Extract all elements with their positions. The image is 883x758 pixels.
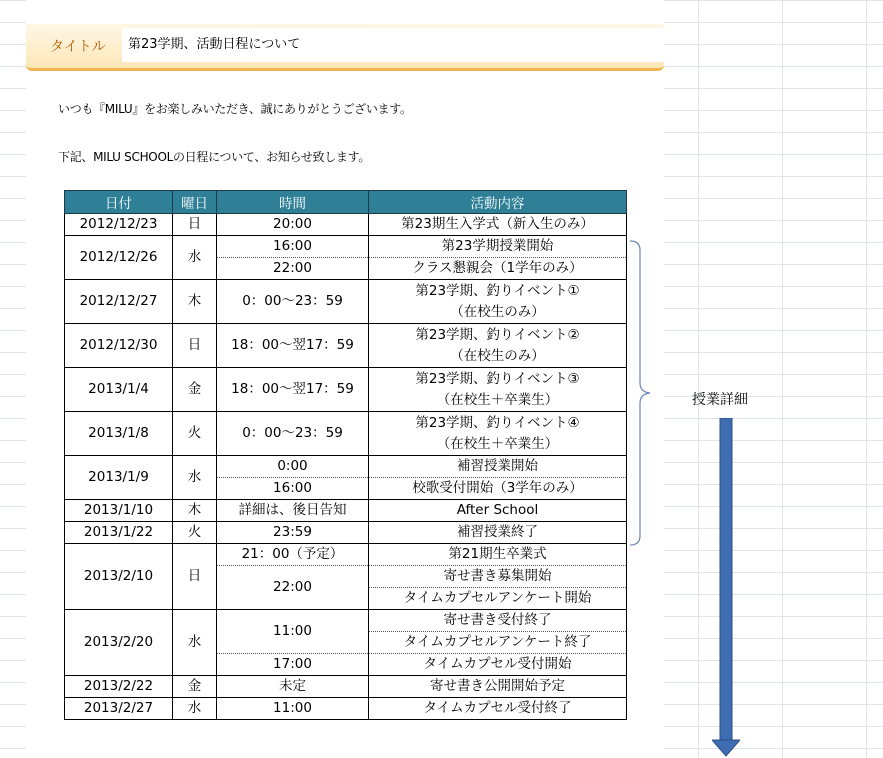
time-cell[interactable]: 22:00 (217, 566, 369, 610)
date-cell[interactable]: 2012/12/23 (65, 214, 173, 236)
intro-line-1: いつも『MILU』をお楽しみいただき、誠にありがとうございます。 (58, 102, 412, 116)
activity-line: 第23学期、釣りイベント② (415, 326, 580, 343)
activity-cell[interactable]: 寄せ書き公開開始予定 (369, 676, 627, 698)
activity-cell[interactable]: 補習授業開始 (369, 456, 627, 478)
activity-line: （在校生のみ） (450, 303, 545, 320)
activity-cell[interactable] (369, 412, 627, 456)
day-cell[interactable]: 火 (173, 412, 217, 456)
activity-cell[interactable]: タイムカプセルアンケート終了 (369, 632, 627, 654)
time-cell[interactable]: 11:00 (217, 698, 369, 720)
day-cell[interactable]: 水 (173, 610, 217, 676)
time-cell[interactable]: 18：00～翌17：59 (217, 368, 369, 412)
day-cell[interactable]: 木 (173, 500, 217, 522)
time-cell[interactable]: 18：00～翌17：59 (217, 324, 369, 368)
table-row (65, 324, 627, 368)
activity-cell[interactable] (369, 324, 627, 368)
time-cell[interactable]: 0：00～23：59 (217, 280, 369, 324)
time-cell[interactable]: 0:00 (217, 456, 369, 478)
time-cell[interactable]: 詳細は、後日告知 (217, 500, 369, 522)
activity-cell[interactable]: タイムカプセル受付終了 (369, 698, 627, 720)
day-cell[interactable]: 日 (173, 544, 217, 610)
date-cell[interactable]: 2013/1/9 (65, 456, 173, 500)
table-header-row (65, 191, 627, 214)
table-row (65, 368, 627, 412)
table-row (65, 522, 627, 544)
table-row (65, 698, 627, 720)
activity-line: 第23学期、釣りイベント① (415, 282, 580, 299)
time-cell[interactable]: 17:00 (217, 654, 369, 676)
activity-cell[interactable] (369, 368, 627, 412)
day-cell[interactable]: 水 (173, 698, 217, 720)
table-row (65, 214, 627, 236)
table-row (65, 544, 627, 566)
header-date[interactable]: 日付 (65, 191, 173, 214)
activity-cell[interactable]: 補習授業終了 (369, 522, 627, 544)
activity-cell[interactable]: After School (369, 500, 627, 522)
table-row (65, 610, 627, 632)
date-cell[interactable]: 2013/1/10 (65, 500, 173, 522)
schedule-table (64, 190, 627, 720)
table-row (65, 676, 627, 698)
date-cell[interactable]: 2012/12/27 (65, 280, 173, 324)
time-cell[interactable]: 16:00 (217, 236, 369, 258)
date-cell[interactable]: 2012/12/26 (65, 236, 173, 280)
table-row (65, 280, 627, 324)
time-cell[interactable]: 16:00 (217, 478, 369, 500)
date-cell[interactable]: 2013/2/22 (65, 676, 173, 698)
day-cell[interactable]: 木 (173, 280, 217, 324)
table-row (65, 236, 627, 258)
date-cell[interactable]: 2013/1/4 (65, 368, 173, 412)
activity-cell[interactable]: 寄せ書き募集開始 (369, 566, 627, 588)
header-activity[interactable]: 活動内容 (369, 191, 627, 214)
activity-line: （在校生＋卒業生） (436, 435, 559, 452)
activity-cell[interactable]: クラス懇親会（1学年のみ） (369, 258, 627, 280)
activity-cell[interactable]: タイムカプセルアンケート開始 (369, 588, 627, 610)
time-cell[interactable]: 0：00～23：59 (217, 412, 369, 456)
day-cell[interactable]: 日 (173, 214, 217, 236)
activity-cell[interactable]: 寄せ書き受付終了 (369, 610, 627, 632)
day-cell[interactable]: 金 (173, 676, 217, 698)
day-cell[interactable]: 水 (173, 236, 217, 280)
activity-cell[interactable]: 第23期生入学式（新入生のみ） (369, 214, 627, 236)
date-cell[interactable]: 2013/2/10 (65, 544, 173, 610)
activity-line: 第23学期、釣りイベント③ (415, 370, 580, 387)
activity-line: 第23学期、釣りイベント④ (415, 414, 580, 431)
down-arrow-icon[interactable] (712, 418, 740, 758)
date-cell[interactable]: 2013/2/20 (65, 610, 173, 676)
intro-line-2: 下記、MILU SCHOOLの日程について、お知らせ致します。 (58, 150, 371, 164)
header-day[interactable]: 曜日 (173, 191, 217, 214)
activity-cell[interactable]: 校歌受付開始（3学年のみ） (369, 478, 627, 500)
header-time[interactable]: 時間 (217, 191, 369, 214)
time-cell[interactable]: 未定 (217, 676, 369, 698)
date-cell[interactable]: 2012/12/30 (65, 324, 173, 368)
time-cell[interactable]: 22:00 (217, 258, 369, 280)
title-label: タイトル (50, 39, 106, 55)
activity-line: （在校生のみ） (450, 347, 545, 364)
date-cell[interactable]: 2013/2/27 (65, 698, 173, 720)
day-cell[interactable]: 金 (173, 368, 217, 412)
day-cell[interactable]: 火 (173, 522, 217, 544)
bracket-shape[interactable] (630, 240, 650, 546)
activity-cell[interactable]: タイムカプセル受付開始 (369, 654, 627, 676)
bracket-label[interactable]: 授業詳細 (692, 392, 748, 408)
time-cell[interactable]: 23:59 (217, 522, 369, 544)
time-cell[interactable]: 20:00 (217, 214, 369, 236)
day-cell[interactable]: 日 (173, 324, 217, 368)
time-cell[interactable]: 11:00 (217, 610, 369, 654)
date-cell[interactable]: 2013/1/22 (65, 522, 173, 544)
table-row (65, 412, 627, 456)
table-row (65, 456, 627, 478)
day-cell[interactable]: 水 (173, 456, 217, 500)
activity-cell[interactable]: 第23学期授業開始 (369, 236, 627, 258)
activity-cell[interactable] (369, 280, 627, 324)
title-text[interactable]: 第23学期、活動日程について (122, 28, 664, 62)
activity-line: （在校生＋卒業生） (436, 391, 559, 408)
time-cell[interactable]: 21：00（予定） (217, 544, 369, 566)
activity-cell[interactable]: 第21期生卒業式 (369, 544, 627, 566)
table-row (65, 500, 627, 522)
date-cell[interactable]: 2013/1/8 (65, 412, 173, 456)
